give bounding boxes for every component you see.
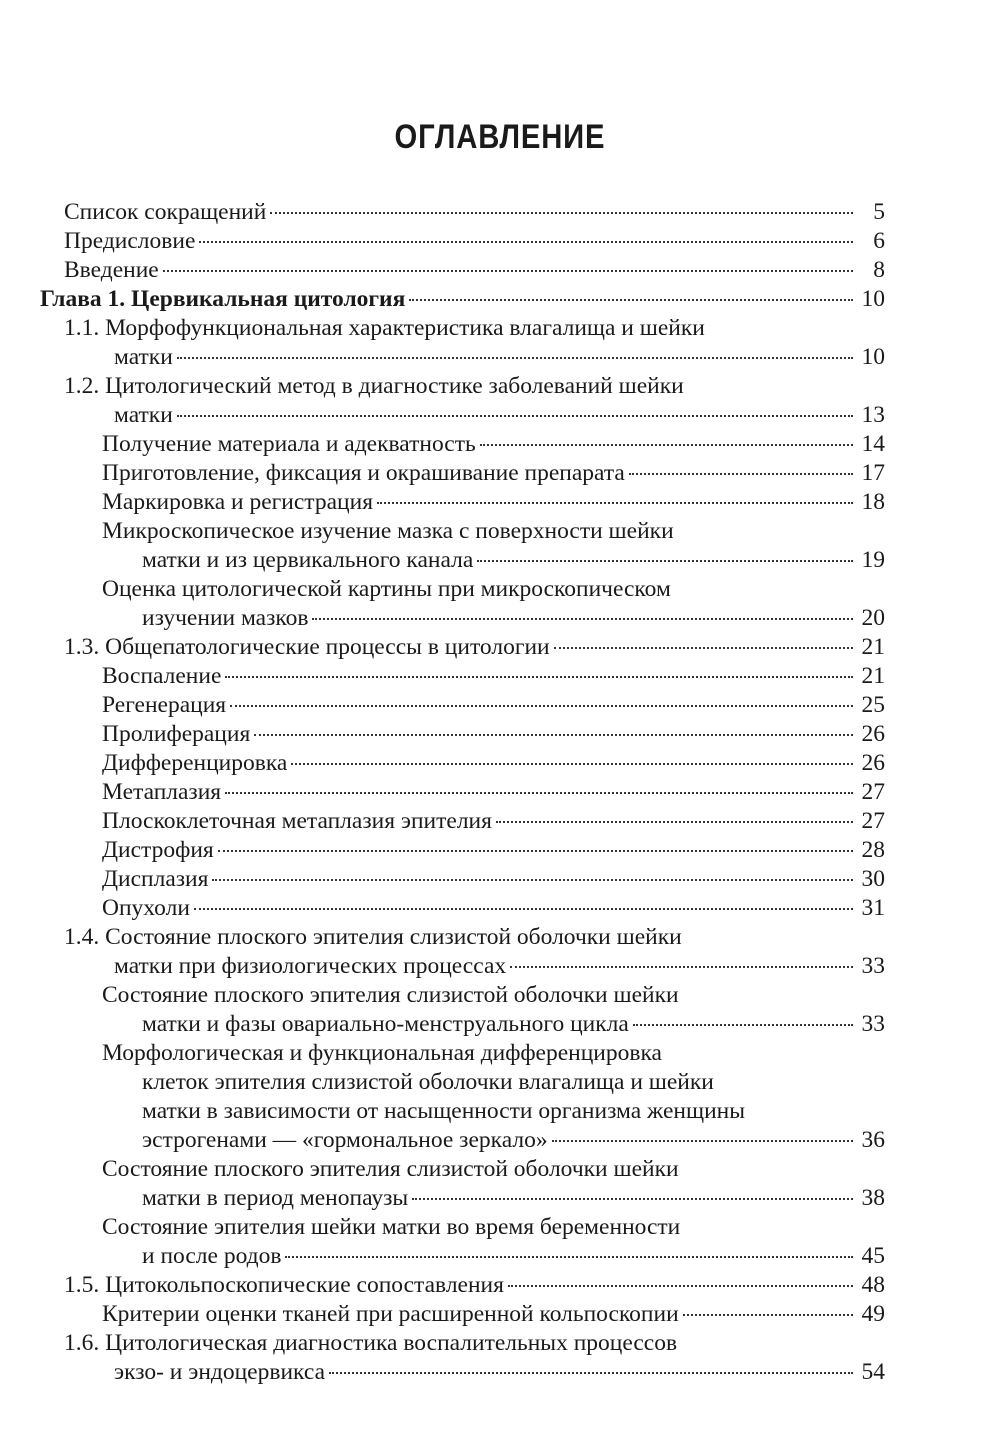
toc-entry [102,749,885,778]
dot-leader [194,908,853,910]
toc-page-number: 26 [861,721,885,747]
dot-leader [254,734,853,736]
toc-entry [102,662,885,691]
toc-entry-title-cont: матки при физиологических процессах [114,953,507,979]
dot-leader [225,792,853,794]
toc-entry [102,488,885,517]
toc-entry-title-cont: матки [114,344,173,370]
toc-page-number: 27 [861,808,885,834]
dot-leader [552,1140,853,1142]
toc-entry-title: Состояние плоского эпителия слизистой оболочки шейки [102,982,679,1008]
dot-leader [508,1285,853,1287]
toc-entry-title-cont: матки в период менопаузы [142,1185,409,1211]
page-title: ОГЛАВЛЕНИЕ [394,118,606,156]
toc-entry-title: Опухоли [102,895,190,921]
toc-page-number: 48 [861,1272,885,1298]
toc-entry [102,778,885,807]
toc-entry [64,1329,885,1387]
dot-leader [633,1024,853,1026]
toc-entry-title-cont: эстрогенами — «гормональное зеркало» [142,1127,548,1153]
dot-leader [477,560,853,562]
dot-leader [377,502,853,504]
dot-leader [285,1256,853,1258]
toc-entry [64,227,885,256]
toc-page-number: 38 [861,1185,885,1211]
dot-leader [510,966,853,968]
dot-leader [409,299,853,301]
dot-leader [177,415,853,417]
toc-page-number: 18 [861,489,885,515]
toc-page-number: 21 [861,663,885,689]
toc-entry-title: Оценка цитологической картины при микроскопическом [102,576,671,602]
dot-leader [683,1314,853,1316]
toc-entry-title: Состояние плоского эпителия слизистой оболочки шейки [102,1156,679,1182]
toc-entry [102,865,885,894]
toc-entry-title: Список сокращений [64,199,267,225]
dot-leader [496,821,853,823]
toc-page-number: 8 [873,257,885,283]
dot-leader [230,705,853,707]
toc-entry [102,894,885,923]
toc-entry [64,314,885,372]
toc-page-number: 17 [861,460,885,486]
toc-page-number: 33 [861,953,885,979]
dot-leader [199,241,853,243]
dot-leader [270,212,853,214]
toc-entry [102,430,885,459]
toc-entry-title: Предисловие [64,228,196,254]
toc-page-number: 10 [861,344,885,370]
dot-leader [629,473,853,475]
toc-entry-title: Критерии оценки тканей при расширенной кольпоскопии [102,1301,679,1327]
toc-entry-title: Пролиферация [102,721,251,747]
toc-entry [102,691,885,720]
dot-leader [291,763,853,765]
toc-entry [102,575,885,633]
toc-chapter-entry [40,285,885,314]
toc-entry-title: Дистрофия [102,837,214,863]
dot-leader [177,357,853,359]
toc-page-number: 25 [861,692,885,718]
toc-entry-title: Глава 1. Цервикальная цитология [40,286,406,312]
toc-page-number: 20 [861,605,885,631]
toc-page-number: 5 [873,199,885,225]
dot-leader [329,1372,853,1374]
toc-page-number: 26 [861,750,885,776]
table-of-contents [0,198,1000,1387]
toc-entry-title-cont: матки [114,402,173,428]
dot-leader [554,647,853,649]
toc-entry-title: 1.3. Общепатологические процессы в цитологии [64,634,550,660]
toc-entry-title-cont: матки и фазы овариально-менструального цикла [142,1011,629,1037]
toc-entry [102,807,885,836]
toc-entry [102,1300,885,1329]
toc-page-number: 28 [861,837,885,863]
dot-leader [212,879,853,881]
toc-entry-title: Маркировка и регистрация [102,489,374,515]
toc-page-number: 6 [873,228,885,254]
toc-entry-title: Введение [64,257,159,283]
dot-leader [412,1198,853,1200]
toc-entry-title-cont: матки в зависимости от насыщенности организма женщины [142,1098,746,1124]
toc-entry [102,981,885,1039]
toc-entry [64,1271,885,1300]
toc-page-number: 31 [861,895,885,921]
toc-entry-title: Плоскоклеточная метаплазия эпителия [102,808,492,834]
toc-entry [64,633,885,662]
toc-page-number: 13 [861,402,885,428]
toc-entry-title: Получение материала и адекватность [102,431,476,457]
toc-entry-title: 1.2. Цитологический метод в диагностике заболеваний шейки [64,373,684,399]
toc-page-number: 21 [861,634,885,660]
toc-entry [102,459,885,488]
toc-entry [64,256,885,285]
toc-page-number: 45 [861,1243,885,1269]
toc-page-number: 49 [861,1301,885,1327]
toc-entry-title-cont: изучении мазков [142,605,309,631]
toc-entry [102,836,885,865]
dot-leader [218,850,853,852]
toc-entry-title-cont: матки и из цервикального канала [142,547,474,573]
toc-entry-title: Метаплазия [102,779,222,805]
toc-entry-title: Приготовление, фиксация и окрашивание препарата [102,460,625,486]
toc-entry-title: 1.4. Состояние плоского эпителия слизистой оболочки шейки [64,924,682,950]
dot-leader [480,444,853,446]
toc-entry [64,372,885,430]
dot-leader [225,676,853,678]
toc-entry-title: Дисплазия [102,866,209,892]
toc-entry-title: Дифференцировка [102,750,288,776]
toc-page-number: 33 [861,1011,885,1037]
toc-entry [64,198,885,227]
toc-page-number: 14 [861,431,885,457]
dot-leader [312,618,853,620]
toc-page-number: 36 [861,1127,885,1153]
toc-entry [102,517,885,575]
toc-page-number: 30 [861,866,885,892]
toc-entry [102,720,885,749]
toc-entry-title: 1.6. Цитологическая диагностика воспалительных процессов [64,1330,678,1356]
toc-page-number: 54 [861,1359,885,1385]
toc-page-number: 27 [861,779,885,805]
toc-entry-title: Воспаление [102,663,222,689]
toc-entry-title: 1.5. Цитокольпоскопические сопоставления [64,1272,504,1298]
toc-entry [64,923,885,981]
toc-entry [102,1213,885,1271]
toc-entry-title: Регенерация [102,692,227,718]
toc-page-number: 10 [861,286,885,312]
dot-leader [163,270,853,272]
toc-entry-title: Микроскопическое изучение мазка с поверхности шейки [102,518,674,544]
toc-entry-title-cont: экзо- и эндоцервикса [114,1359,326,1385]
toc-entry-title-cont: клеток эпителия слизистой оболочки влагалища и шейки [142,1069,714,1095]
toc-entry-title: Морфологическая и функциональная дифференцировка [102,1040,662,1066]
toc-page-number: 19 [861,547,885,573]
toc-entry-title: 1.1. Морфофункциональная характеристика влагалища и шейки [64,315,705,341]
toc-entry-title: Состояние эпителия шейки матки во время беременности [102,1214,681,1240]
toc-entry [102,1039,885,1155]
toc-entry [102,1155,885,1213]
toc-entry-title-cont: и после родов [142,1243,282,1269]
